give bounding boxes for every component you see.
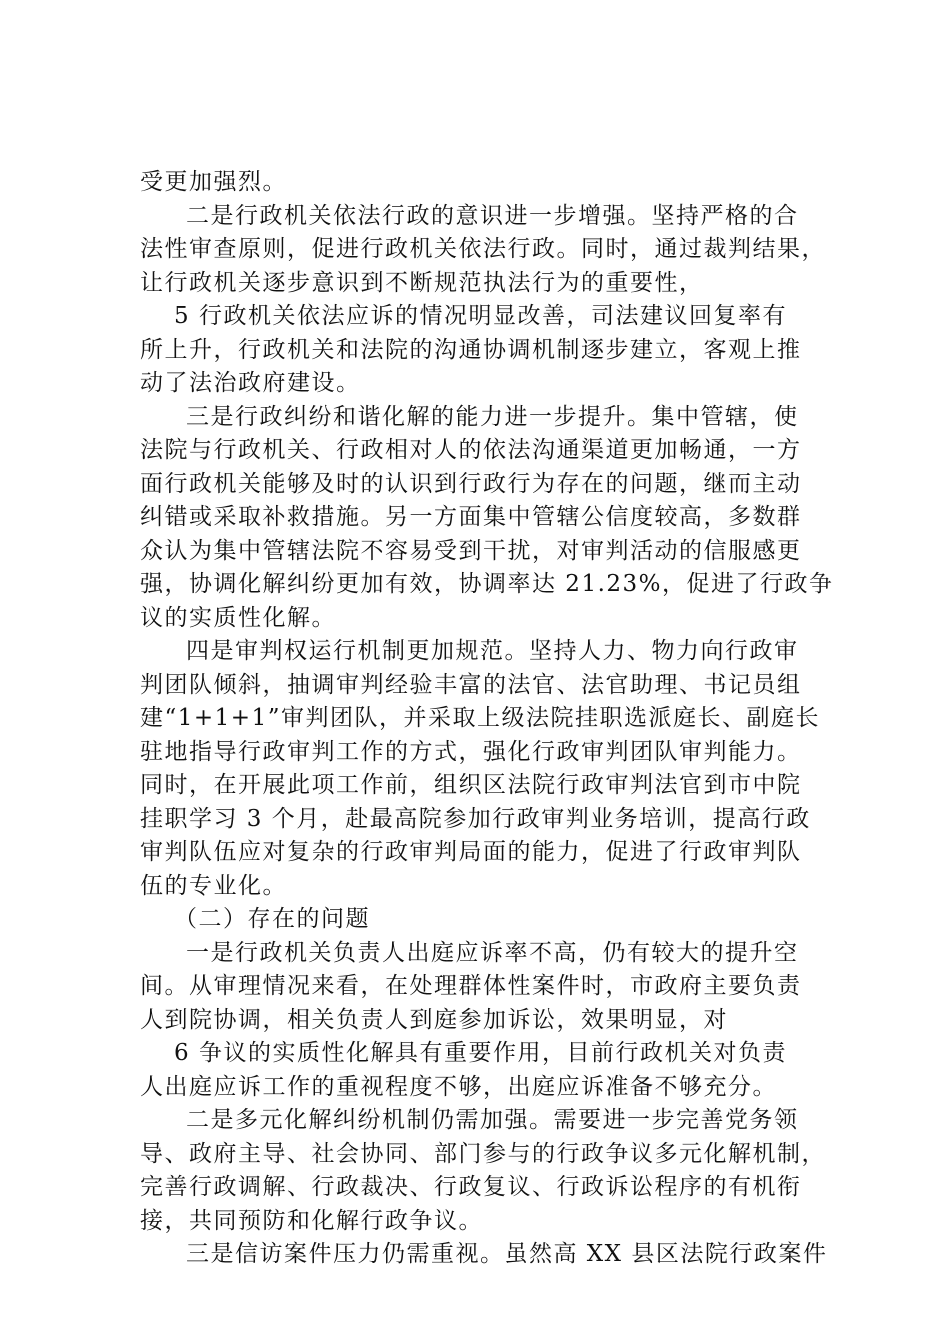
text-line: 接，共同预防和化解行政争议。 [140, 1207, 483, 1234]
text-line: 驻地指导行政审判工作的方式，强化行政审判团队审判能力。 [140, 738, 802, 765]
paragraph-start: 二是行政机关依法行政的意识进一步增强。坚持严格的合 [186, 202, 799, 229]
text-line: 挂职学习 3 个月，赴最高院参加行政审判业务培训，提高行政 [140, 805, 811, 832]
text-line: 人到院协调，相关负责人到庭参加诉讼，效果明显，对 [140, 1006, 728, 1033]
text-line: 同时，在开展此项工作前，组织区法院行政审判法官到市中院 [140, 772, 802, 798]
text-line: 动了法治政府建设。 [140, 370, 361, 396]
paragraph-start: 三是信访案件压力仍需重视。虽然高 XX 县区法院行政案件 [186, 1241, 828, 1267]
text-line: 导、政府主导、社会协同、部门参与的行政争议多元化解机制， [140, 1140, 826, 1167]
section-heading: （二）存在的问题 [174, 906, 370, 932]
paragraph-start: 一是行政机关负责人出庭应诉率不高，仍有较大的提升空 [186, 939, 799, 966]
text-line: 完善行政调解、行政裁决、行政复议、行政诉讼程序的有机衔 [140, 1174, 802, 1200]
text-line: 众认为集中管辖法院不容易受到干扰，对审判活动的信服感更 [140, 537, 802, 564]
text-line: 人出庭应诉工作的重视程度不够，出庭应诉准备不够充分。 [140, 1073, 777, 1100]
text-line: 审判队伍应对复杂的行政审判局面的能力，促进了行政审判队 [140, 839, 802, 865]
paragraph-start: 6 争议的实质性化解具有重要作用，目前行政机关对负责 [174, 1040, 787, 1066]
text-line: 法性审查原则，促进行政机关依法行政。同时，通过裁判结果， [140, 236, 826, 262]
paragraph-start: 5 行政机关依法应诉的情况明显改善，司法建议回复率有 [174, 303, 787, 329]
text-line: 法院与行政机关、行政相对人的依法沟通渠道更加畅通，一方 [140, 437, 802, 463]
paragraph-start: 四是审判权运行机制更加规范。坚持人力、物力向行政审 [186, 638, 799, 664]
text-line: 强，协调化解纠纷更加有效，协调率达 21.23%，促进了行政争 [140, 571, 834, 597]
text-line: 让行政机关逐步意识到不断规范执法行为的重要性， [140, 269, 704, 296]
text-line: 伍的专业化。 [140, 872, 287, 899]
text-line: 议的实质性化解。 [140, 604, 336, 631]
text-line: 受更加强烈。 [140, 169, 287, 195]
text-line: 建“1+1+1”审判团队，并采取上级法院挂职选派庭长、副庭长 [140, 705, 820, 731]
text-line: 面行政机关能够及时的认识到行政行为存在的问题，继而主动 [140, 470, 802, 497]
text-line: 纠错或采取补救措施。另一方面集中管辖公信度较高，多数群 [140, 504, 802, 530]
text-line: 间。从审理情况来看，在处理群体性案件时，市政府主要负责 [140, 973, 802, 999]
text-line: 判团队倾斜，抽调审判经验丰富的法官、法官助理、书记员组 [140, 671, 802, 698]
paragraph-start: 二是多元化解纠纷机制仍需加强。需要进一步完善党务领 [186, 1107, 799, 1133]
paragraph-start: 三是行政纠纷和谐化解的能力进一步提升。集中管辖，使 [186, 403, 799, 430]
document-body [140, 166, 840, 1272]
text-line: 所上升，行政机关和法院的沟通协调机制逐步建立，客观上推 [140, 336, 802, 363]
